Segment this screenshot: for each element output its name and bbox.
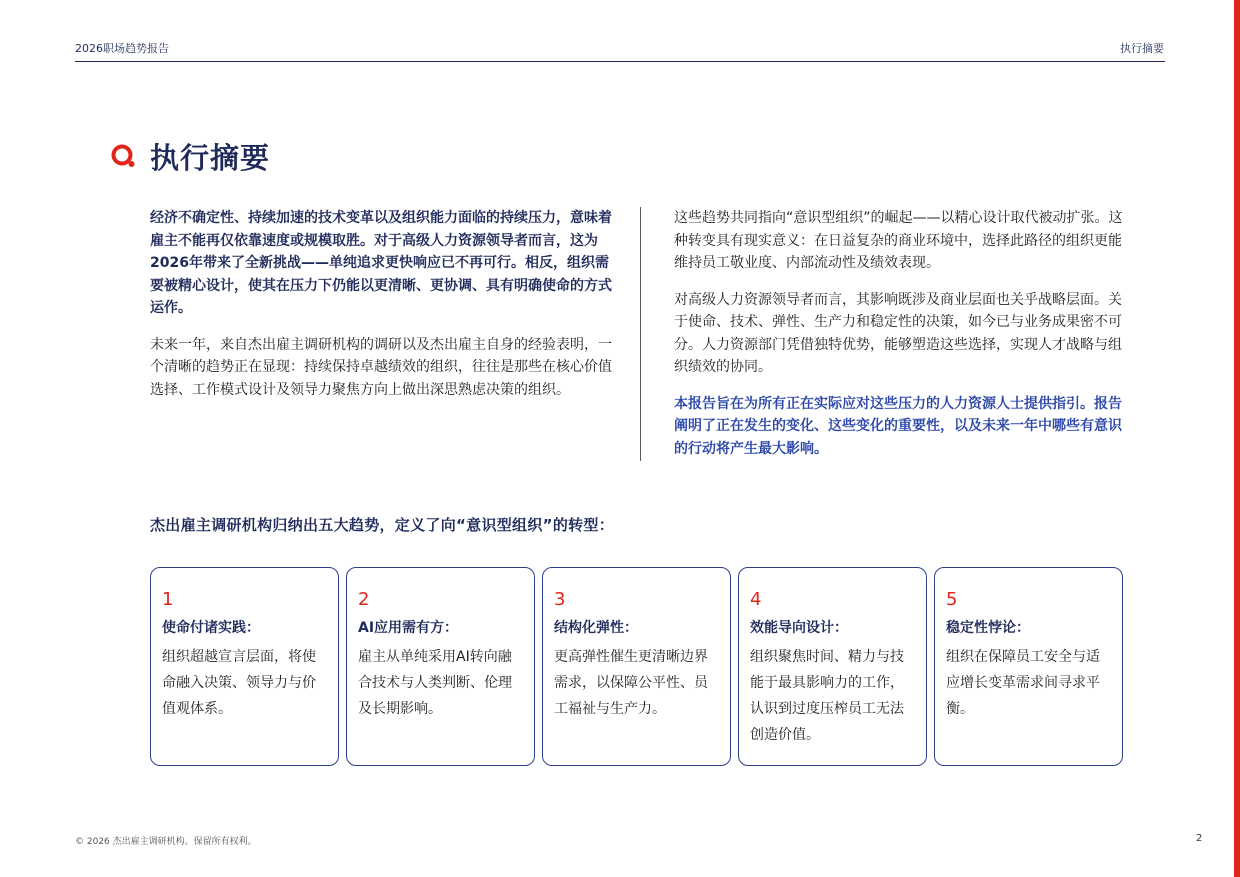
trend-title: 稳定性悖论： — [946, 620, 1030, 636]
trend-number: 4 — [750, 589, 762, 610]
trend-number: 5 — [946, 589, 958, 610]
trend-number: 1 — [162, 589, 174, 610]
trend-card — [542, 567, 731, 766]
page-title: 执行摘要 — [150, 141, 271, 175]
copyright-notice: © 2026 杰出雇主调研机构。保留所有权利。 — [75, 837, 257, 847]
intro-left-column — [150, 207, 612, 415]
brand-edge-bar — [1234, 0, 1240, 877]
trend-title: AI应用需有方： — [358, 620, 459, 636]
trend-title: 结构化弹性： — [554, 620, 638, 636]
trend-number: 3 — [554, 589, 566, 610]
column-divider — [640, 207, 641, 461]
trend-card — [738, 567, 927, 766]
intro-body-paragraph: 未来一年，来自杰出雇主调研机构的调研以及杰出雇主自身的经验表明，一个清晰的趋势正在显现：持续保持卓越绩效的组织，往往是那些在核心价值选择、工作模式设计及领导力聚焦方向上做出深思熟虑决策的组织。 — [150, 336, 612, 398]
trends-heading: 杰出雇主调研机构归纳出五大趋势，定义了向“意识型组织”的转型： — [150, 516, 615, 534]
trend-title: 使命付诸实践： — [162, 620, 260, 636]
intro-right-column — [674, 207, 1130, 474]
trend-description: 更高弹性催生更清晰边界需求，以保障公平性、员工福祉与生产力。 — [554, 649, 708, 717]
section-label: 执行摘要 — [1120, 42, 1164, 55]
trend-number: 2 — [358, 589, 370, 610]
intro-body-paragraph: 对高级人力资源领导者而言，其影响既涉及商业层面也关乎战略层面。关于使命、技术、弹性、生产力和稳定性的决策，如今已与业务成果密不可分。人力资源部门凭借独特优势，能够塑造这些选择，实现人才战略与组织绩效的协同。 — [674, 291, 1122, 375]
trend-card — [150, 567, 339, 766]
trend-card — [934, 567, 1123, 766]
trend-title: 效能导向设计： — [750, 620, 848, 636]
target-ring-icon — [110, 142, 136, 168]
trend-description: 组织在保障员工安全与适应增长变革需求间寻求平衡。 — [946, 649, 1100, 717]
trend-description: 组织聚焦时间、精力与技能于最具影响力的工作，认识到过度压榨员工无法创造价值。 — [750, 649, 904, 743]
trend-cards — [150, 567, 1124, 766]
page-number: 2 — [1196, 833, 1203, 844]
trend-card — [346, 567, 535, 766]
header-divider — [75, 61, 1165, 62]
trend-description: 雇主从单纯采用AI转向融合技术与人类判断、伦理及长期影响。 — [358, 649, 512, 717]
trend-description: 组织超越宣言层面，将使命融入决策、领导力与价值观体系。 — [162, 649, 316, 717]
report-purpose-paragraph: 本报告旨在为所有正在实际应对这些压力的人力资源人士提供指引。报告阐明了正在发生的变化、这些变化的重要性，以及未来一年中哪些有意识的行动将产生最大影响。 — [674, 395, 1122, 457]
report-title: 2026职场趋势报告 — [75, 42, 169, 55]
intro-lead-paragraph: 经济不确定性、持续加速的技术变革以及组织能力面临的持续压力，意味着雇主不能再仅依靠速度或规模取胜。对于高级人力资源领导者而言，这为2026年带来了全新挑战——单纯追求更快响应已不再可行。相反，组织需要被精心设计，使其在压力下仍能以更清晰、更协调、具有明确使命的方式运作。 — [150, 210, 612, 316]
intro-body-paragraph: 这些趋势共同指向“意识型组织”的崛起——以精心设计取代被动扩张。这种转变具有现实意义：在日益复杂的商业环境中，选择此路径的组织更能维持员工敬业度、内部流动性及绩效表现。 — [674, 210, 1123, 271]
